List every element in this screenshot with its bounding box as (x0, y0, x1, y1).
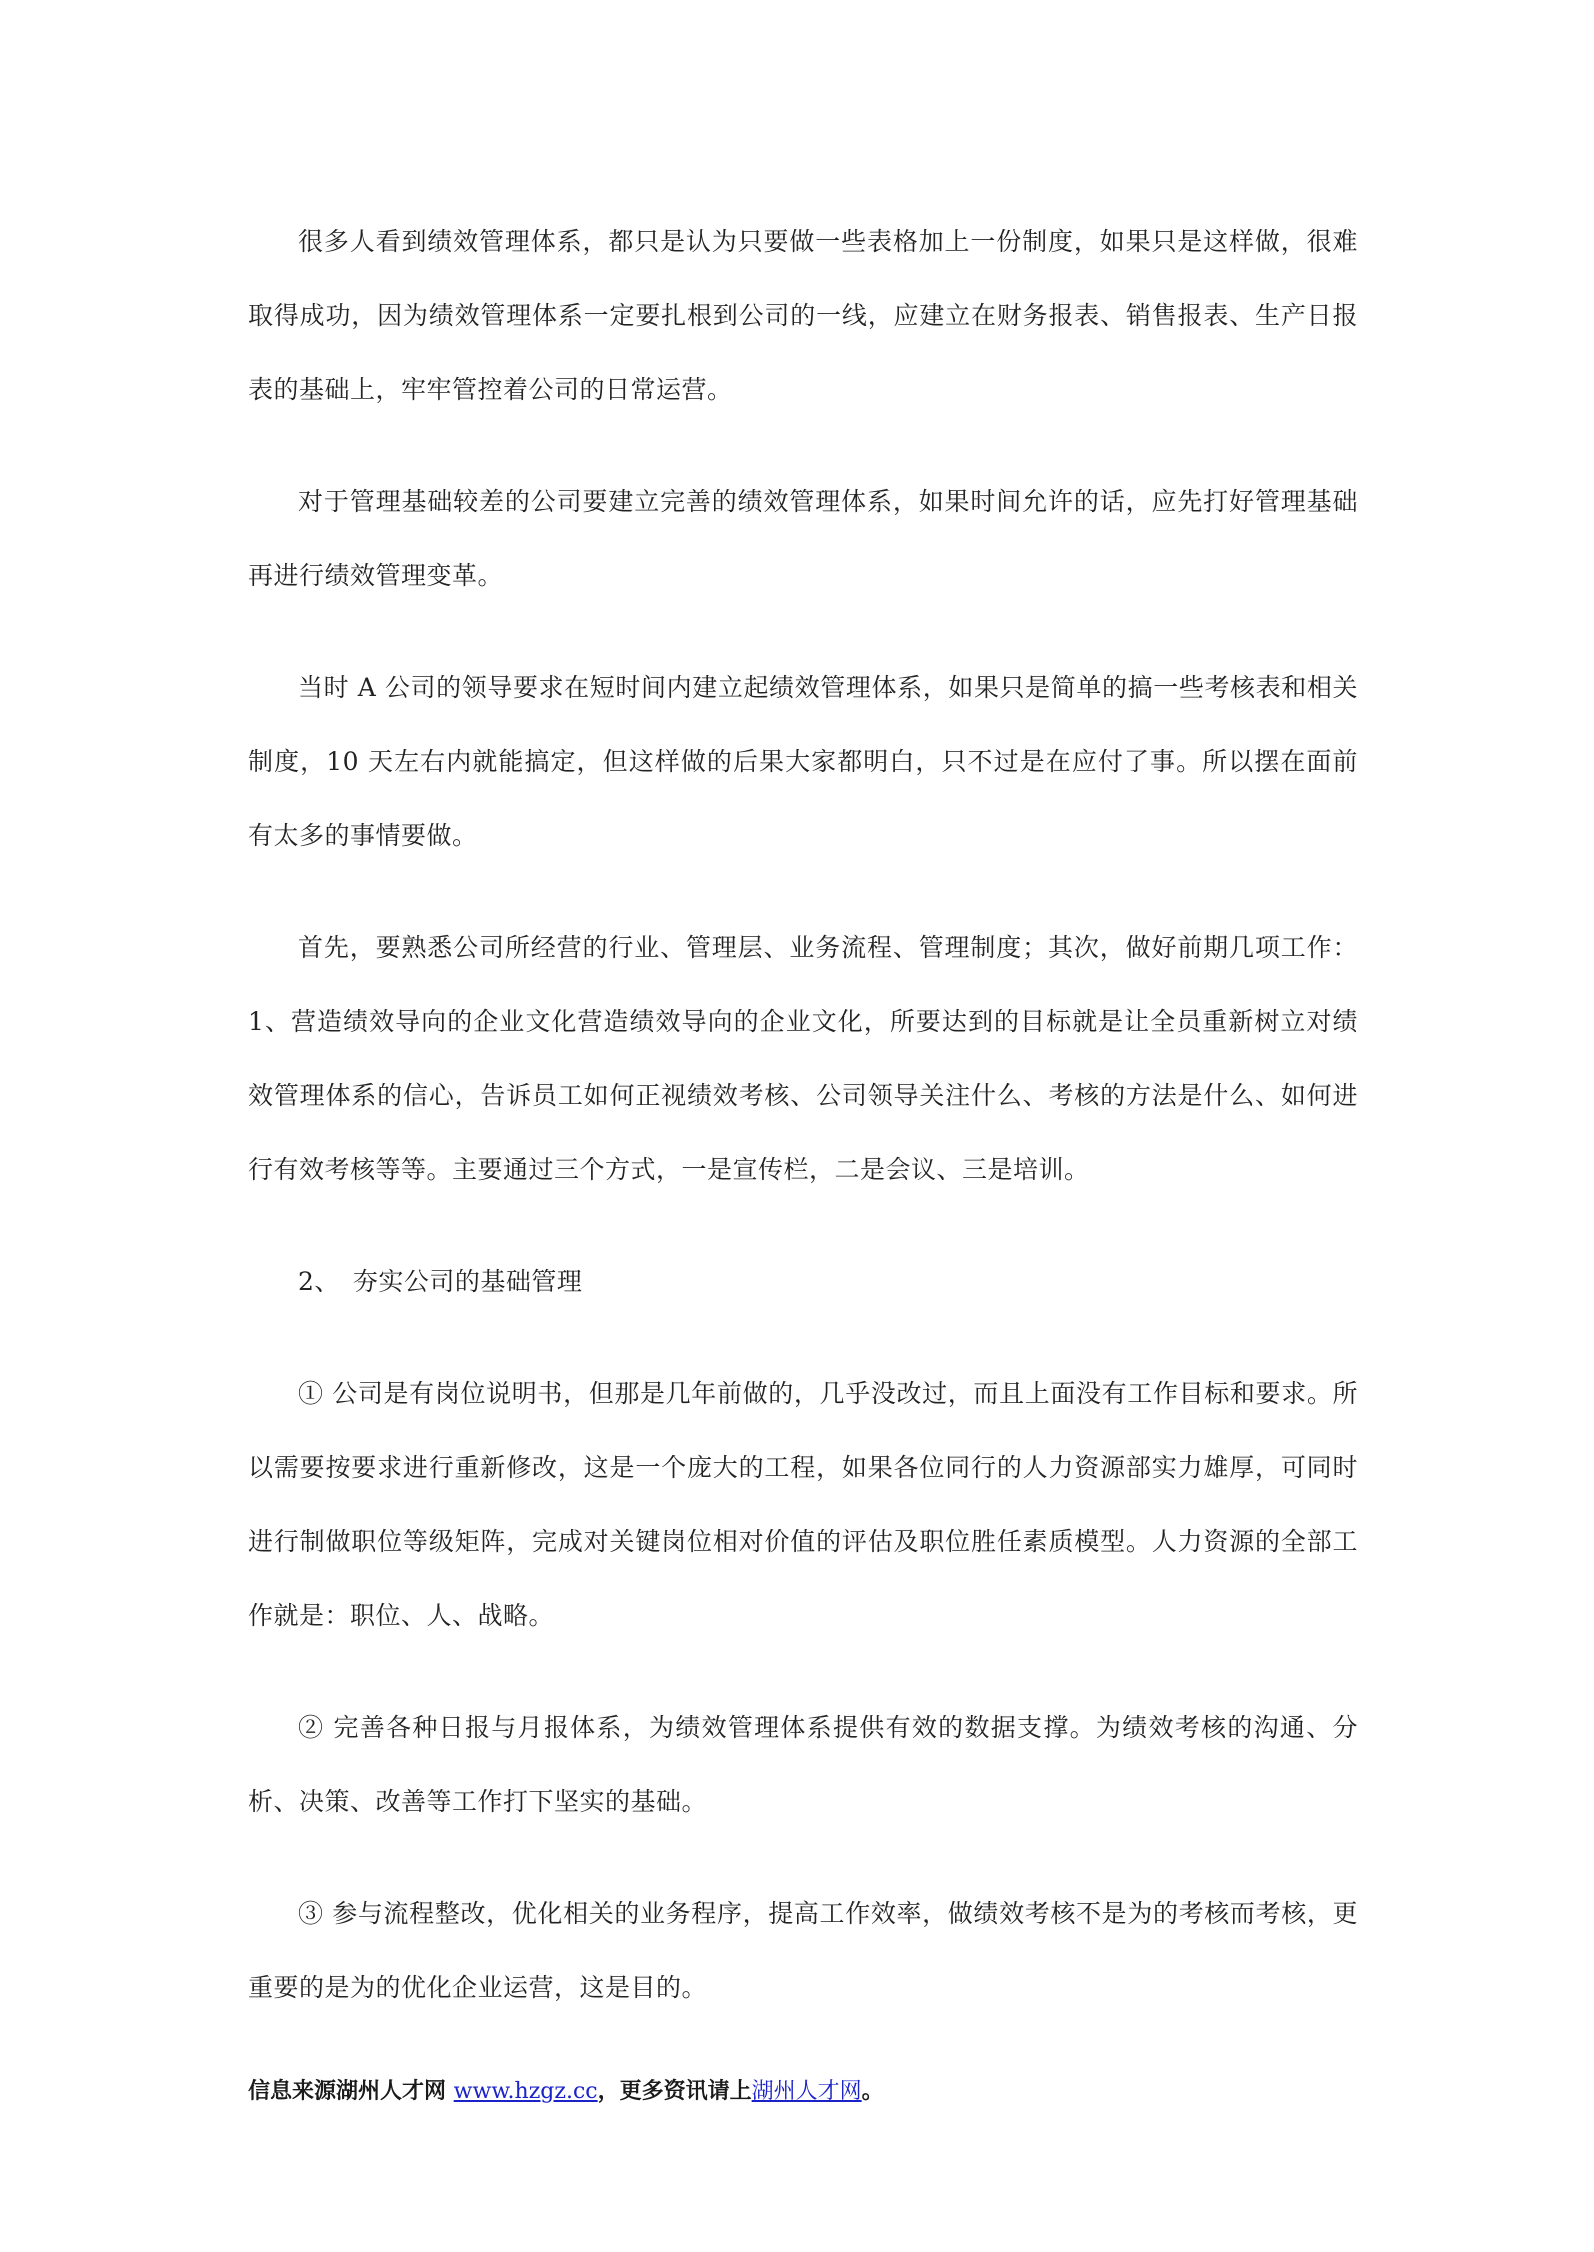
source-footer (248, 2076, 884, 2107)
footer-prefix: 信息来源湖州人才网 (248, 2078, 454, 2104)
footer-middle: ，更多资讯请上 (597, 2078, 752, 2104)
footer-suffix: 。 (861, 2078, 884, 2104)
paragraph-7: ② 完善各种日报与月报体系，为绩效管理体系提供有效的数据支撑。为绩效考核的沟通、分析、决策、改善等工作打下坚实的基础。 (248, 1713, 1358, 1816)
website-link[interactable]: www.hzgz.cc (453, 2079, 598, 2104)
paragraph-2: 对于管理基础较差的公司要建立完善的绩效管理体系，如果时间允许的话，应先打好管理基础再进行绩效管理变革。 (248, 487, 1358, 590)
paragraph-1: 很多人看到绩效管理体系，都只是认为只要做一些表格加上一份制度，如果只是这样做，很难取得成功，因为绩效管理体系一定要扎根到公司的一线，应建立在财务报表、销售报表、生产日报表的基础上，牢牢管控着公司的日常运营。 (248, 227, 1358, 404)
document-body (248, 205, 1358, 2025)
paragraph-6: ① 公司是有岗位说明书，但那是几年前做的，几乎没改过，而且上面没有工作目标和要求。所以需要按要求进行重新修改，这是一个庞大的工程，如果各位同行的人力资源部实力雄厚，可同时进行制做职位等级矩阵，完成对关键岗位相对价值的评估及职位胜任素质模型。人力资源的全部工作就是：职位、人、战略。 (248, 1379, 1358, 1630)
paragraph-8: ③ 参与流程整改，优化相关的业务程序，提高工作效率，做绩效考核不是为的考核而考核，更重要的是为的优化企业运营，这是目的。 (248, 1899, 1358, 2002)
paragraph-4: 首先，要熟悉公司所经营的行业、管理层、业务流程、管理制度；其次，做好前期几项工作：1、营造绩效导向的企业文化营造绩效导向的企业文化，所要达到的目标就是让全员重新树立对绩效管理体系的信心，告诉员工如何正视绩效考核、公司领导关注什么、考核的方法是什么、如何进行有效考核等等。主要通过三个方式，一是宣传栏，二是会议、三是培训。 (248, 933, 1358, 1184)
paragraph-3: 当时 A 公司的领导要求在短时间内建立起绩效管理体系，如果只是简单的搞一些考核表和相关制度，10 天左右内就能搞定，但这样做的后果大家都明白，只不过是在应付了事。所以摆在面前有太多的事情要做。 (248, 673, 1358, 850)
section-heading: 2、 夯实公司的基础管理 (298, 1267, 583, 1296)
talent-network-link[interactable]: 湖州人才网 (751, 2079, 862, 2104)
